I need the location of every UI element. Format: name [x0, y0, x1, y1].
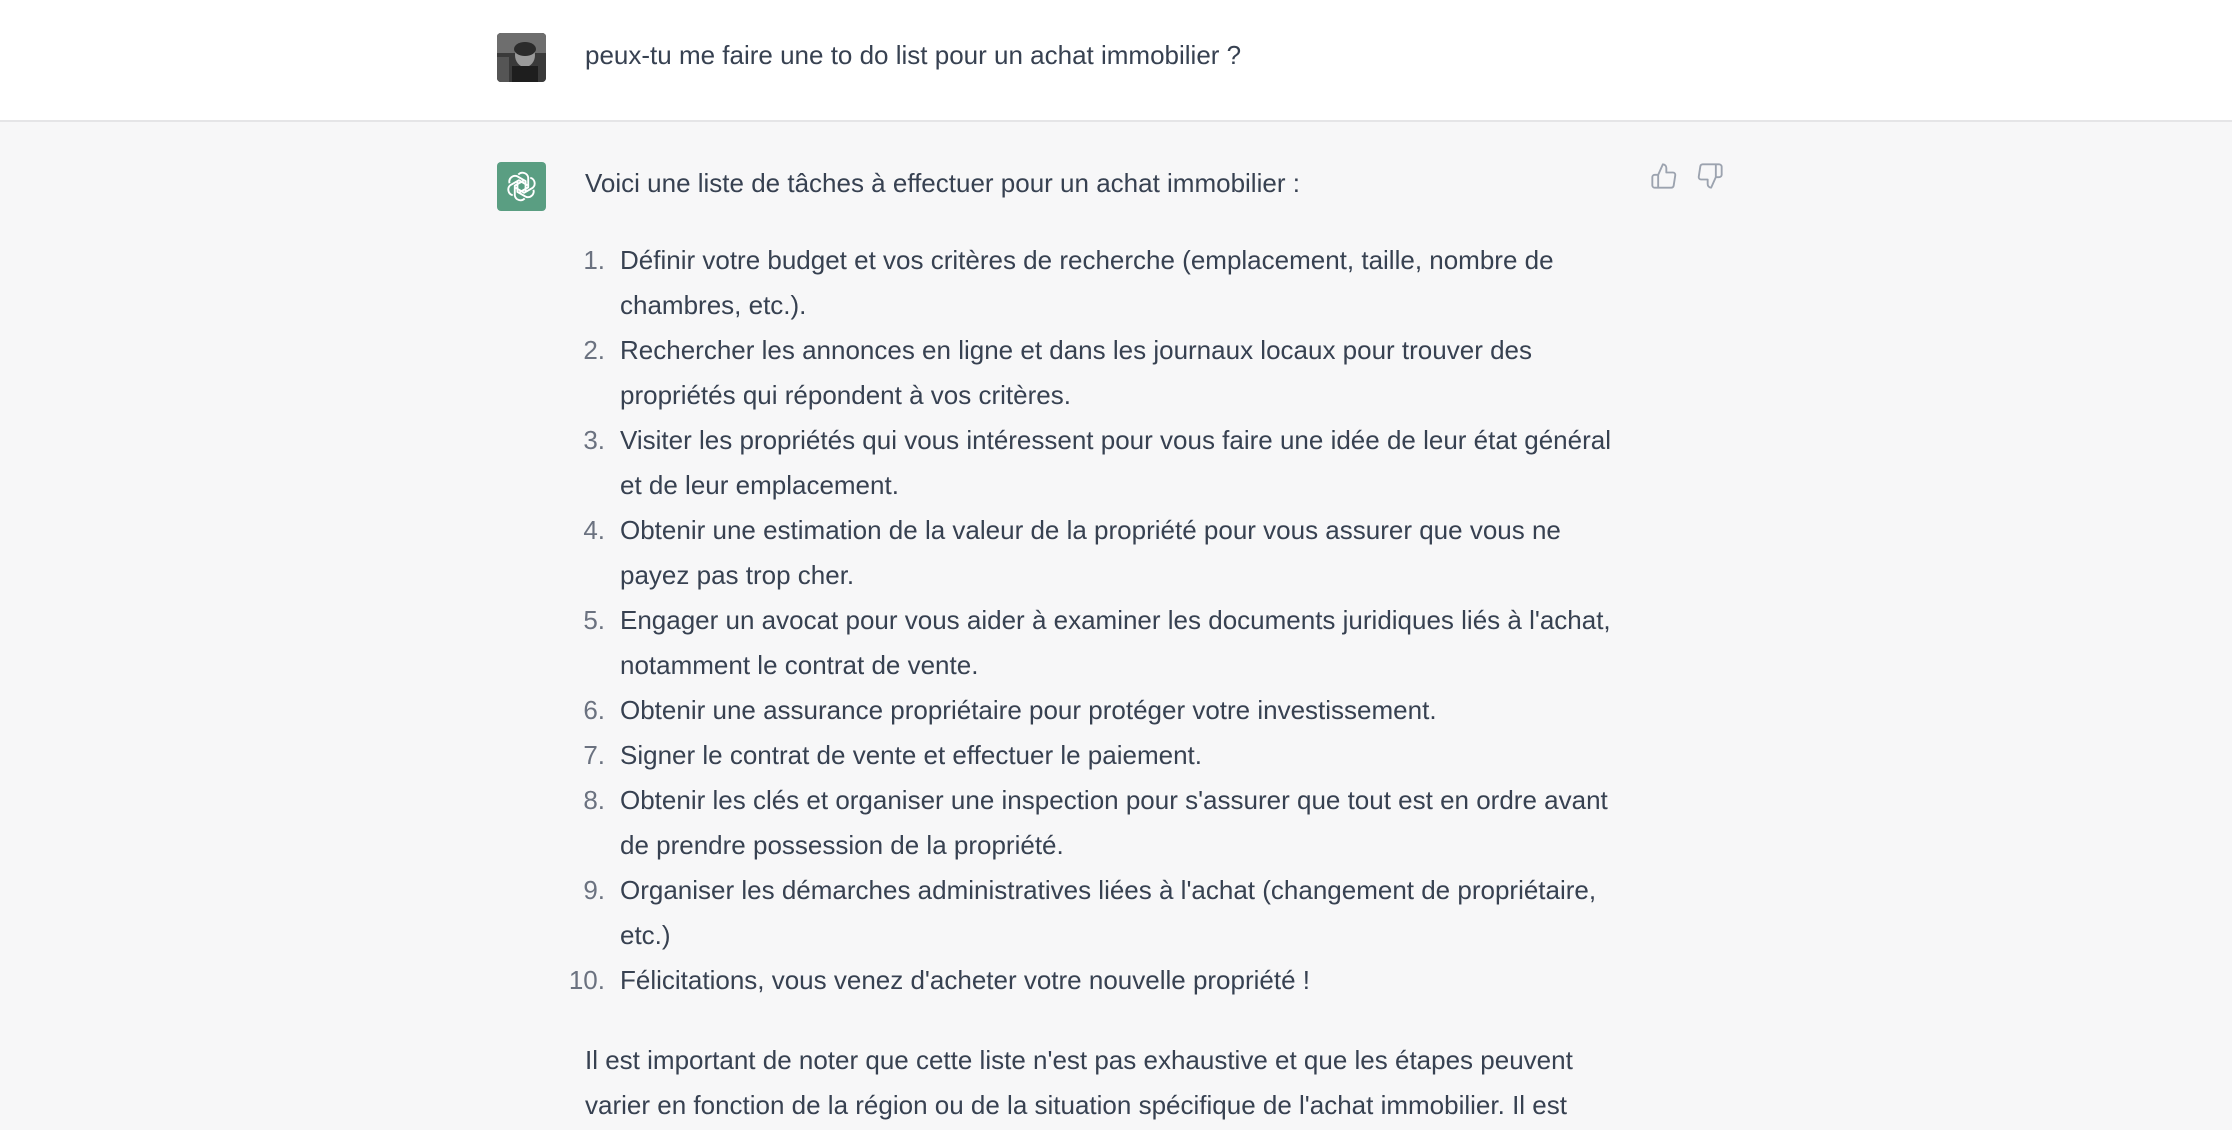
list-item-number: 9. — [583, 875, 605, 905]
list-item-number: 1. — [583, 245, 605, 275]
user-avatar — [497, 33, 546, 82]
list-item-number: 6. — [583, 695, 605, 725]
thumbs-up-icon[interactable] — [1650, 162, 1682, 194]
list-item — [565, 598, 1625, 688]
list-item-text: Obtenir les clés et organiser une inspection pour s'assurer que tout est en ordre avant de prendre possession de la propriété. — [620, 785, 1608, 860]
list-item-number: 10. — [568, 965, 605, 995]
list-item-number: 7. — [583, 740, 605, 770]
list-item — [565, 958, 1625, 1003]
list-item-number: 3. — [583, 425, 605, 455]
assistant-closing-text: Il est important de noter que cette liste n'est pas exhaustive et que les étapes peuvent varier en fonction de la région ou de la situation spécifique de l'achat immobilier. Il est — [585, 1045, 1573, 1120]
list-item-text: Félicitations, vous venez d'acheter votre nouvelle propriété ! — [620, 965, 1311, 995]
list-item — [565, 733, 1625, 778]
list-item-number: 5. — [583, 605, 605, 635]
list-item-number: 4. — [583, 515, 605, 545]
list-item — [565, 868, 1625, 958]
list-item-text: Définir votre budget et vos critères de recherche (emplacement, taille, nombre de chambres, etc.). — [620, 245, 1554, 320]
list-item-text: Obtenir une estimation de la valeur de la propriété pour vous assurer que vous ne payez pas trop cher. — [620, 515, 1561, 590]
list-item-number: 8. — [583, 785, 605, 815]
list-item — [565, 328, 1625, 418]
assistant-intro-text: Voici une liste de tâches à effectuer pour un achat immobilier : — [585, 168, 1300, 198]
list-item-text: Engager un avocat pour vous aider à examiner les documents juridiques liés à l'achat, notamment le contrat de vente. — [620, 605, 1611, 680]
user-message-text: peux-tu me faire une to do list pour un achat immobilier ? — [585, 40, 1242, 70]
user-message-row — [0, 0, 2232, 122]
list-item — [565, 688, 1625, 733]
list-item — [565, 238, 1625, 328]
list-item-text: Obtenir une assurance propriétaire pour protéger votre investissement. — [620, 695, 1437, 725]
list-item — [565, 778, 1625, 868]
list-item-text: Organiser les démarches administratives liées à l'achat (changement de propriétaire, etc.) — [620, 875, 1597, 950]
list-item-text: Visiter les propriétés qui vous intéressent pour vous faire une idée de leur état général et de leur emplacement. — [620, 425, 1611, 500]
list-item-text: Signer le contrat de vente et effectuer le paiement. — [620, 740, 1202, 770]
thumbs-down-icon[interactable] — [1696, 162, 1728, 194]
list-item — [565, 508, 1625, 598]
list-item — [565, 418, 1625, 508]
openai-logo-icon — [497, 162, 546, 211]
todo-list — [565, 238, 1625, 1003]
list-item-number: 2. — [583, 335, 605, 365]
list-item-text: Rechercher les annonces en ligne et dans les journaux locaux pour trouver des propriétés qui répondent à vos critères. — [620, 335, 1532, 410]
assistant-message-row — [0, 122, 2232, 1130]
